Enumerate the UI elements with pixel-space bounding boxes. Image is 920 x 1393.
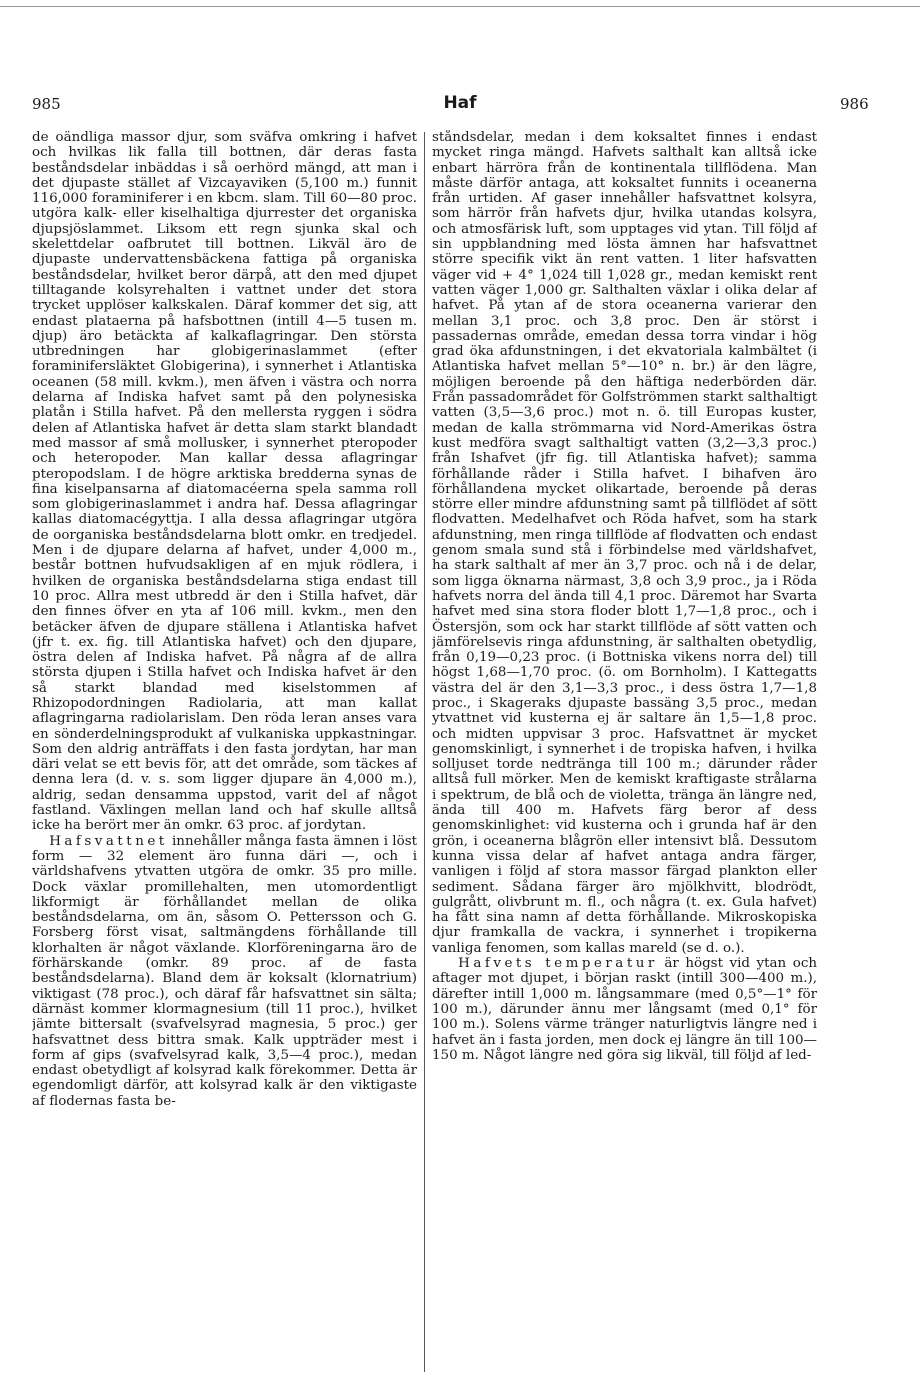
left-paragraph-1: de oändliga massor djur, som sväfva omkring i hafvet och hvilkas lik falla till bottnen, där deras fasta beståndsdelar inbäddas i så oerhörd mängd, att man i det djupaste stället af Vizcayaviken (5,100 m.) funnit 116,000 foraminiferer i en kbcm. slam. Till 60—80 proc. utgöra kalk- eller kiselhaltiga djurrester det organiska djupsjöslammet. Liksom ett regn sjunka skal och skelettdelar oafbrutet till bottnen. Likväl äro de djupaste undervattensbäckena fattiga på organiska beståndsdelar, hvilket beror därpå, att den med djupet tilltagande kolsyrehalten i vattnet under det stora trycket upplöser kalkskalen. Däraf kommer det sig, att endast plataerna på hafsbottnen (intill 4—5 tusen m. djup) äro betäckta af kalkaflagringar. Den största utbredningen har globigerinaslammet (efter foraminifersläktet Globigerina), i synnerhet i Atlantiska oceanen (58 mill. kvkm.), men äfven i västra och norra delarna af Indiska hafvet samt på den polynesiska platån i Stilla hafvet. På den mellersta ryggen i södra delen af Atlantiska hafvet är detta slam starkt blandadt med massor af små mollusker, i synnerhet pteropoder och heteropoder. Man kallar dessa aflagringar pteropodslam. I de högre arktiska bredderna synas de fina kiselpansarna af diatomacéerna spela samma roll som globigerinaslammet i andra haf. Dessa aflagringar kallas diatomacégyttja. I alla dessa aflagringar utgöra de oorganiska beståndsdelarna blott omkr. en tredjedel. Men i de djupare delarna af hafvet, under 4,000 m., består bottnen hufvudsakligen af en mjuk rödlera, i hvilken de organiska beståndsdelarna stiga endast till 10 proc. Allra mest utbredd är den i Stilla hafvet, där den finnes öfver en yta af 106 mill. kvkm., men den betäcker äfven de djupare ställena i Atlantiska hafvet (jfr t. ex. fig. till Atlantiska hafvet) och den djupare, östra delen af Indiska hafvet. På några af de allra största djupen i Stilla hafvet och Indiska hafvet är den så starkt blandad med kiselstommen af Rhizopodordningen Radiolaria, att man kallat aflagringarna radiolarislam. Den röda leran anses vara en sönderdelningsprodukt af vulkaniska uppkastningar. Som den aldrig anträffats i den fasta jordytan, har man däri velat se ett bevis för, att det område, som täckes af denna lera (d. v. s. som ligger djupare än 4,000 m.), aldrig, sedan densamma uppstod, varit del af något fastland. Växlingen mellan land och haf skulle alltså icke ha berört mer än omkr. 63 proc. af jordytan. — [32, 130, 417, 834]
left-column — [32, 130, 417, 1380]
right-paragraph-2-body: är högst vid ytan och aftager mot djupet, i början raskt (intill 300—400 m.), därefter intill 1,000 m. långsammare (med 0,5°—1° för 100 m.), därunder ännu mer långsamt (med 0,1° för 100 m.). Solens värme tränger naturligtvis längre ned i hafvet än i fasta jorden, men dock ej längre än till 100—150 m. Något längre ned göra sig likväl, till följd af led- — [432, 956, 817, 1063]
right-paragraph-2-lead: Hafvets temperatur — [458, 956, 658, 972]
left-paragraph-2-body: innehåller många fasta ämnen i löst form — 32 element äro funna däri —, och i världshafvens ytvatten utgöra de omkr. 35 pro mille. Dock växlar promillehalten, men utomordentligt likformigt är förhållandet mellan de olika beståndsdelarna, om än, såsom O. Pettersson och G. Forsberg först visat, saltmängdens förhållande till klorhalten är något växlande. Klorföreningarna äro de förhärskande (omkr. 89 proc. af de fasta beståndsdelarna). Bland dem är koksalt (klornatrium) viktigast (78 proc.), och däraf får hafsvattnet sin sälta; därnäst kommer klormagnesium (till 11 proc.), hvilket jämte bittersalt (svafvelsyrad magnesia, 5 proc.) ger hafsvattnet dess bittra smak. Kalk uppträder mest i form af gips (svafvelsyrad kalk, 3,5—4 proc.), medan endast obetydligt af kolsyrad kalk förekommer. Detta är egendomligt därför, att kolsyrad kalk är den viktigaste af flodernas fasta be- — [32, 833, 417, 1109]
column-divider — [424, 132, 425, 1372]
left-paragraph-2 — [32, 834, 417, 1109]
page-title: Haf — [443, 93, 477, 113]
right-paragraph-2 — [432, 956, 817, 1063]
top-rule — [0, 6, 920, 7]
left-paragraph-2-lead: Hafsvattnet — [49, 833, 168, 849]
page-number-right: 986 — [840, 95, 869, 113]
page-number-left: 985 — [32, 95, 61, 113]
right-paragraph-1: ståndsdelar, medan i dem koksaltet finnes i endast mycket ringa mängd. Hafvets salthalt kan alltså icke enbart härröra från de kontinentala tillflödena. Man måste därför antaga, att koksaltet funnits i oceanerna från urtiden. Af gaser innehåller hafsvattnet kolsyra, som härrör från hafvets djur, hvilka utandas kolsyra, och atmosfärisk luft, som upptages vid ytan. Till följd af sin uppblandning med lösta ämnen har hafsvattnet större specifik vikt än rent vatten. 1 liter hafsvatten väger vid + 4° 1,024 till 1,028 gr., medan kemiskt rent vatten väger 1,000 gr. Salthalten växlar i olika delar af hafvet. På ytan af de stora oceanerna varierar den mellan 3,1 proc. och 3,8 proc. Den är störst i passadernas område, emedan dessa torra vindar i hög grad öka afdunstningen, i det ekvatoriala kalmbältet (i Atlantiska hafvet mellan 5°—10° n. br.) är den lägre, möjligen beroende på den häftiga nederbörden där. Från passadområdet för Golfströmmen starkt salthaltigt vatten (3,5—3,6 proc.) mot n. ö. till Europas kuster, medan de kalla strömmarna vid Nord-Amerikas östra kust medföra svagt salthaltigt vatten (3,2—3,3 proc.) från Ishafvet (jfr fig. till Atlantiska hafvet); samma förhållande råder i Stilla hafvet. I bihafven äro förhållandena mycket olikartade, beroende på deras större eller mindre afdunstning samt på tillflödet af sött flodvatten. Medelhafvet och Röda hafvet, som ha stark afdunstning, men ringa tillflöde af flodvatten och endast genom smala sund stå i förbindelse med världshafvet, ha stark salthalt af mer än 3,7 proc. och nå i de delar, som ligga öknarna närmast, 3,8 och 3,9 proc., ja i Röda hafvets norra del ända till 4,1 proc. Däremot har Svarta hafvet med sina stora floder blott 1,7—1,8 proc., och i Östersjön, som ock har starkt tillflöde af sött vatten och jämförelsevis ringa afdunstning, är salthalten obetydlig, från 0,19—0,23 proc. (i Bottniska vikens norra del) till högst 1,68—1,70 proc. (ö. om Bornholm). I Kattegatts västra del är den 3,1—3,3 proc., i dess östra 1,7—1,8 proc., i Skageraks djupaste bassäng 3,5 proc., medan ytvattnet vid kusterna ej är saltare än 1,5—1,8 proc. och midten uppvisar 3 proc. Hafsvattnet är mycket genomskinligt, i synnerhet i de tropiska hafven, i hvilka solljuset torde nedtränga till 100 m.; därunder råder alltså full mörker. Men de kemiskt kraftigaste strålarna i spektrum, de blå och de violetta, tränga än längre ned, ända till 400 m. Hafvets färg beror af dess genomskinlighet: vid kusterna och i grunda haf är den grön, i oceanerna blågrön eller intensivt blå. Dessutom kunna vissa delar af hafvet antaga andra färger, vanligen i följd af stora massor färgad plankton eller sediment. Sådana färger äro mjölkhvitt, blodrödt, gulgrått, olivbrunt m. fl., och några (t. ex. Gula hafvet) ha fått sina namn af detta förhållande. Mikroskopiska djur framkalla de vackra, i synnerhet i tropikerna vanliga fenomen, som kallas mareld (se d. o.). — [432, 130, 817, 956]
right-column — [432, 130, 817, 1380]
